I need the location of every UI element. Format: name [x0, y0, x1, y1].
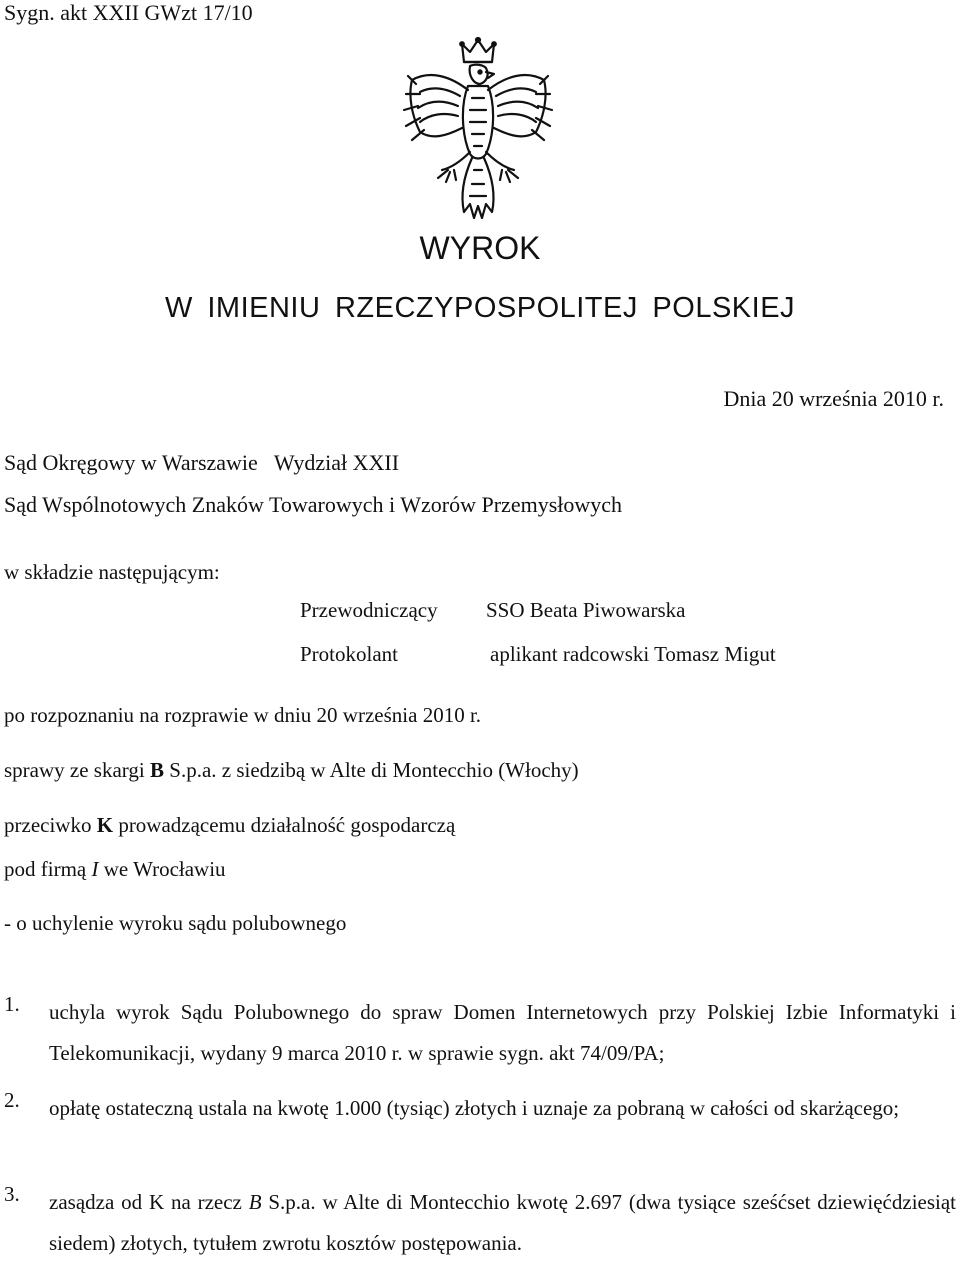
- against-suffix: prowadzącemu działalność gospodarczą: [113, 813, 456, 837]
- judgment-subtitle: W IMIENIU RZECZYPOSPOLITEJ POLSKIEJ: [164, 292, 796, 324]
- judgment-date: Dnia 20 września 2010 r.: [723, 386, 944, 411]
- ruling-text: opłatę ostateczną ustala na kwotę 1.000 (tysiąc) złotych i uznaje za pobraną w całości od skarżącego;: [49, 1096, 900, 1120]
- court-name-line-2: Sąd Wspólnotowych Znaków Towarowych i Wzorów Przemysłowych: [4, 492, 623, 517]
- case-prefix: sprawy ze skargi: [4, 758, 150, 782]
- ruling-text: uchyla wyrok Sądu Polubownego do spraw Domen Internetowych przy Polskiej Izbie Informatyki i Telekomunikacji, wydany 9 marca 2010 r. w sprawie sygn. akt 74/09/PA;: [49, 1000, 956, 1065]
- plaintiff-initial: B: [150, 758, 165, 782]
- firm-prefix: pod firmą: [4, 857, 92, 881]
- case-suffix: S.p.a. z siedzibą w Alte di Montecchio (Włochy): [164, 758, 579, 782]
- firm-name: I: [91, 857, 99, 881]
- ruling-text-prefix: zasądza od K na rzecz: [49, 1190, 249, 1214]
- composition-intro: w składzie następującym:: [4, 560, 220, 584]
- case-line: [4, 758, 579, 783]
- judgment-title: WYROK: [419, 230, 541, 266]
- ruling-number: 1.: [4, 992, 20, 1016]
- party-initial: B: [248, 1190, 262, 1214]
- firm-line: [4, 857, 226, 882]
- polish-eagle-emblem-icon: [398, 36, 558, 226]
- clerk-name: aplikant radcowski Tomasz Migut: [490, 642, 776, 666]
- court-name-line-1: Sąd Okręgowy w Warszawie Wydział XXII: [4, 450, 400, 475]
- firm-suffix: we Wrocławiu: [98, 857, 226, 881]
- defendant-initial: K: [96, 813, 114, 837]
- ruling-text-suffix: S.p.a. w Alte di Montecchio kwotę 2.697 (dwa tysiące sześćset dziewięćdziesiąt siedem) złotych, tytułem zwrotu kosztów postępowania.: [49, 1190, 957, 1255]
- ruling-number: 2.: [4, 1088, 20, 1112]
- against-prefix: przeciwko: [4, 813, 97, 837]
- hearing-line: po rozpoznaniu na rozprawie w dniu 20 września 2010 r.: [4, 703, 482, 727]
- ruling-text: [49, 1182, 956, 1264]
- clerk-role: Protokolant: [300, 642, 398, 666]
- case-signature: Sygn. akt XXII GWzt 17/10: [4, 0, 253, 25]
- chair-role: Przewodniczący: [300, 598, 438, 622]
- against-line: [4, 813, 455, 838]
- chair-name: SSO Beata Piwowarska: [486, 598, 686, 622]
- ruling-number: 3.: [4, 1182, 20, 1206]
- subject-line: - o uchylenie wyroku sądu polubownego: [4, 911, 347, 935]
